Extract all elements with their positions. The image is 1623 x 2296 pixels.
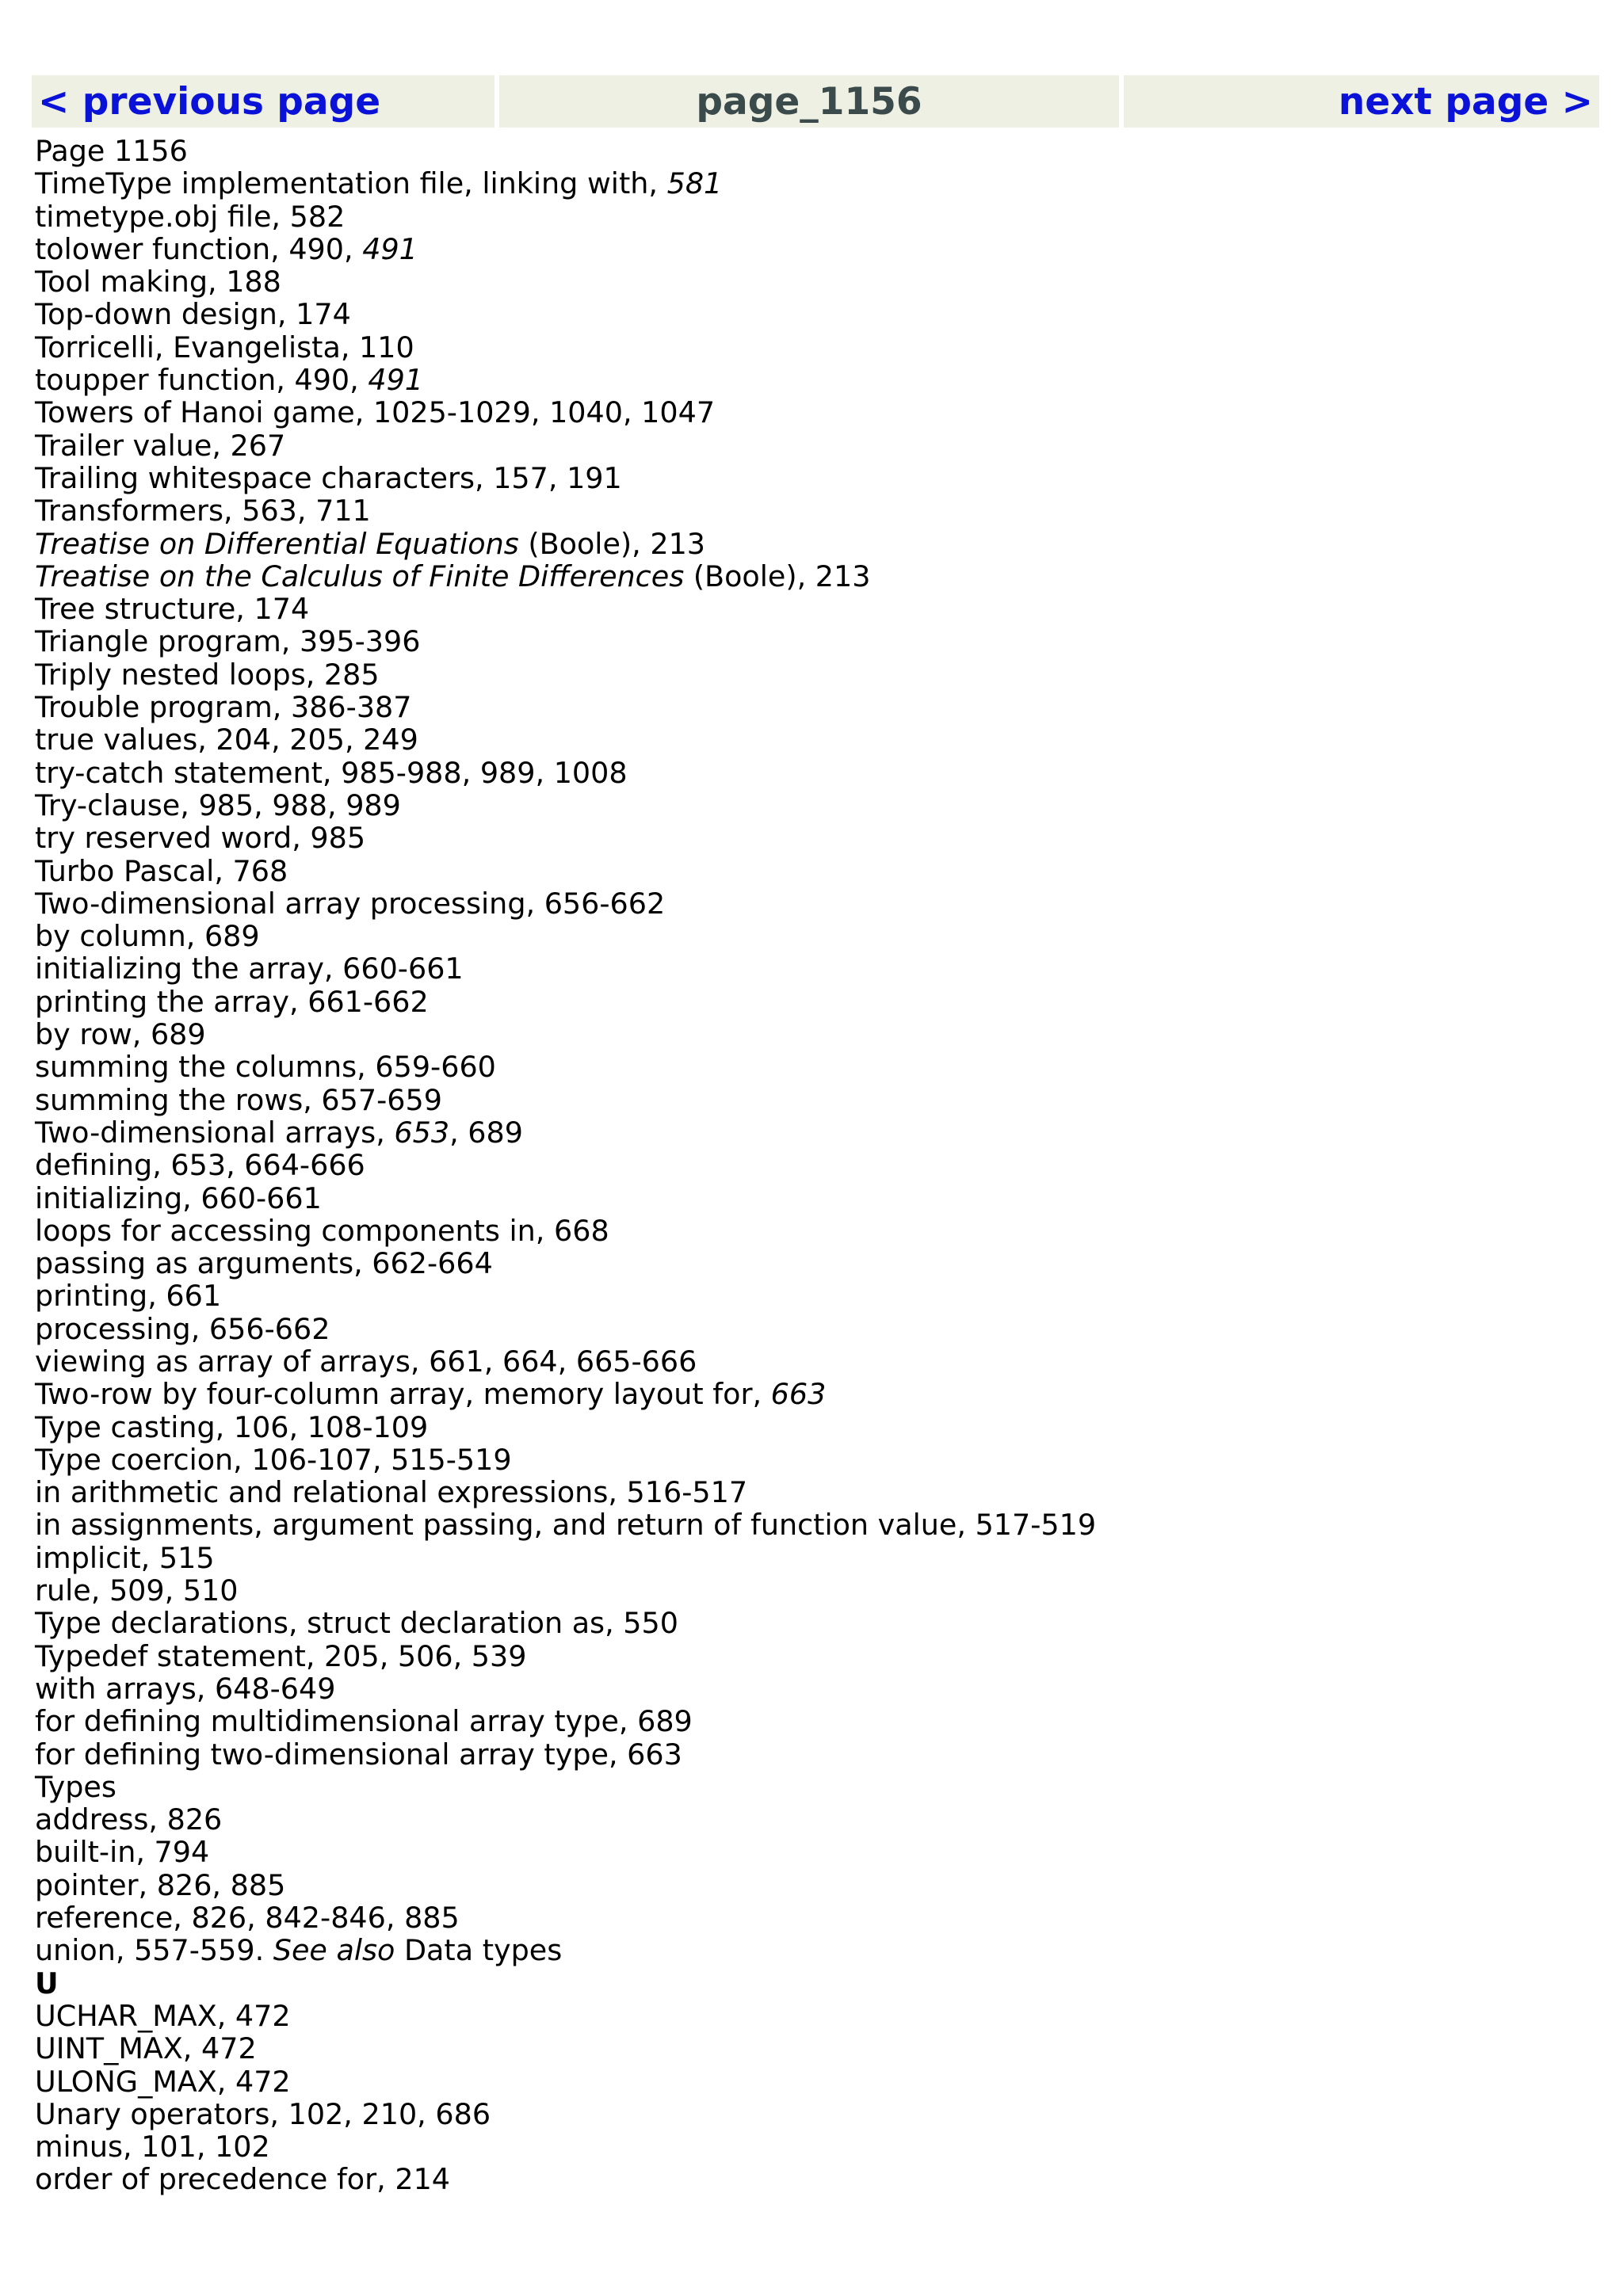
entry-pointer	[35, 1869, 1588, 1901]
entry-segment: Type declarations, struct declaration as, 550	[35, 1606, 678, 1641]
previous-page-link[interactable]: < previous page	[32, 75, 495, 128]
entry-segment: tolower function, 490,	[35, 231, 363, 266]
entry-segment: Towers of Hanoi game, 1025-1029, 1040, 1047	[35, 395, 716, 430]
entry-order-of-precedence	[35, 2163, 1588, 2195]
entry-treatise-calculus	[35, 560, 1588, 593]
entry-segment: order of precedence for, 214	[35, 2162, 451, 2197]
entry-tolower	[35, 233, 1588, 265]
entry-segment: 663	[770, 1377, 827, 1412]
section-heading-u	[35, 1967, 1588, 2000]
entry-segment: (Boole), 213	[518, 526, 706, 561]
entry-trouble-program	[35, 691, 1588, 723]
entry-segment: by column, 689	[35, 919, 260, 954]
entry-initializing-the-array	[35, 952, 1588, 985]
entry-try-reserved-word	[35, 822, 1588, 854]
entry-segment: toupper function, 490,	[35, 363, 369, 398]
entry-segment: reference, 826, 842-846, 885	[35, 1901, 460, 1936]
entry-segment: TimeType implementation file, linking with,	[35, 166, 667, 201]
entry-segment: with arrays, 648-649	[35, 1671, 336, 1706]
entry-segment: 653	[394, 1115, 450, 1150]
entry-segment: summing the columns, 659-660	[35, 1050, 496, 1085]
entry-segment: Type coercion, 106-107, 515-519	[35, 1442, 512, 1477]
entry-segment: implicit, 515	[35, 1540, 215, 1575]
entry-loops-for-accessing	[35, 1215, 1588, 1247]
entry-rule	[35, 1574, 1588, 1607]
entry-segment: 581	[666, 166, 723, 201]
entry-segment: summing the rows, 657-659	[35, 1082, 442, 1117]
entry-segment: printing the array, 661-662	[35, 984, 429, 1019]
entry-two-dim-array-processing	[35, 887, 1588, 920]
entry-segment: defining, 653, 664-666	[35, 1148, 365, 1183]
entry-in-arithmetic	[35, 1476, 1588, 1508]
entry-summing-the-rows	[35, 1084, 1588, 1116]
entry-segment: passing as arguments, 662-664	[35, 1246, 493, 1281]
entry-segment: Two-dimensional array processing, 656-662	[35, 886, 666, 921]
entry-trailing-whitespace	[35, 462, 1588, 494]
entry-segment: Data types	[395, 1933, 563, 1968]
entry-segment: See also	[273, 1933, 395, 1968]
entry-printing	[35, 1280, 1588, 1312]
entry-segment: Trouble program, 386-387	[35, 690, 412, 725]
entry-segment: try reserved word, 985	[35, 821, 366, 856]
entry-segment: rule, 509, 510	[35, 1573, 239, 1608]
index-content	[35, 135, 1588, 2196]
entry-segment: U	[35, 1966, 59, 2000]
entry-transformers	[35, 494, 1588, 527]
entry-type-declarations	[35, 1607, 1588, 1639]
entry-turbo-pascal	[35, 855, 1588, 887]
entry-triply-nested-loops	[35, 658, 1588, 691]
entry-towers-of-hanoi	[35, 396, 1588, 429]
entry-segment: true values, 204, 205, 249	[35, 723, 418, 757]
entry-segment: Trailer value, 267	[35, 428, 286, 463]
entry-viewing-as-array	[35, 1345, 1588, 1378]
entry-tool-making	[35, 265, 1588, 298]
entry-defining	[35, 1149, 1588, 1181]
entry-segment: Torricelli, Evangelista, 110	[35, 330, 414, 364]
entry-by-row	[35, 1018, 1588, 1051]
entry-treatise-differential	[35, 528, 1588, 560]
entry-segment: Top-down design, 174	[35, 297, 351, 332]
entry-segment: Trailing whitespace characters, 157, 191	[35, 460, 622, 495]
entry-by-column	[35, 920, 1588, 952]
entry-segment: Typedef statement, 205, 506, 539	[35, 1638, 527, 1673]
entry-passing-as-arguments	[35, 1247, 1588, 1280]
page-navigation-bar	[32, 75, 1599, 128]
entry-segment: Triangle program, 395-396	[35, 624, 421, 659]
entry-segment: Two-dimensional arrays,	[35, 1115, 395, 1150]
entry-uint-max	[35, 2032, 1588, 2065]
entry-segment: initializing the array, 660-661	[35, 952, 464, 986]
next-page-link[interactable]: next page >	[1124, 75, 1599, 128]
entry-segment: viewing as array of arrays, 661, 664, 665-666	[35, 1344, 697, 1379]
entry-segment: Turbo Pascal, 768	[35, 853, 288, 888]
entry-segment: built-in, 794	[35, 1835, 210, 1870]
entry-address	[35, 1803, 1588, 1836]
entry-try-catch	[35, 757, 1588, 789]
entry-segment: Types	[35, 1769, 116, 1804]
entry-segment: Type casting, 106, 108-109	[35, 1409, 429, 1444]
entry-segment: Two-row by four-column array, memory layout for,	[35, 1377, 771, 1412]
entry-implicit	[35, 1542, 1588, 1574]
entry-top-down-design	[35, 298, 1588, 330]
entry-true-values	[35, 723, 1588, 756]
entry-timetype-implementation	[35, 167, 1588, 200]
entry-printing-the-array	[35, 986, 1588, 1018]
entry-segment: processing, 656-662	[35, 1311, 330, 1346]
entry-segment: Tool making, 188	[35, 265, 281, 299]
entry-two-row-four-column	[35, 1378, 1588, 1410]
entry-segment: pointer, 826, 885	[35, 1867, 286, 1902]
entry-type-casting	[35, 1411, 1588, 1444]
entry-segment: 491	[368, 363, 424, 398]
entry-segment: Treatise on the Calculus of Finite Differences	[35, 559, 685, 593]
entry-unary-operators	[35, 2098, 1588, 2130]
entry-processing	[35, 1313, 1588, 1345]
entry-timetype-obj	[35, 200, 1588, 233]
entry-initializing	[35, 1182, 1588, 1215]
entry-segment: Tree structure, 174	[35, 592, 310, 627]
entry-type-coercion	[35, 1444, 1588, 1476]
entry-segment: Unary operators, 102, 210, 686	[35, 2096, 491, 2131]
entry-segment: UINT_MAX, 472	[35, 2031, 257, 2066]
entry-ulong-max	[35, 2065, 1588, 2098]
entry-with-arrays	[35, 1672, 1588, 1705]
entry-segment: , 689	[449, 1115, 523, 1150]
entry-defining-multidim	[35, 1705, 1588, 1737]
entry-summing-the-columns	[35, 1051, 1588, 1083]
entry-segment: printing, 661	[35, 1279, 222, 1314]
entry-defining-twodim	[35, 1738, 1588, 1771]
entry-segment: Try-clause, 985, 988, 989	[35, 788, 401, 822]
entry-two-dim-arrays	[35, 1116, 1588, 1149]
entry-segment: timetype.obj file, 582	[35, 199, 346, 234]
page-heading: Page 1156	[35, 134, 188, 168]
entry-segment: Transformers, 563, 711	[35, 494, 371, 528]
entry-segment: minus, 101, 102	[35, 2130, 270, 2164]
entry-segment: address, 826	[35, 1802, 223, 1837]
entry-segment: by row, 689	[35, 1017, 206, 1052]
entry-segment: for defining multidimensional array type, 689	[35, 1704, 693, 1739]
entry-trailer-value	[35, 429, 1588, 462]
entry-in-assignments	[35, 1508, 1588, 1541]
entry-union	[35, 1934, 1588, 1966]
entry-segment: ULONG_MAX, 472	[35, 2064, 291, 2099]
entry-segment: try-catch statement, 985-988, 989, 1008	[35, 755, 628, 790]
entry-types	[35, 1771, 1588, 1803]
entry-reference	[35, 1901, 1588, 1934]
entry-segment: initializing, 660-661	[35, 1180, 322, 1215]
entry-try-clause	[35, 789, 1588, 822]
entry-typedef-statement	[35, 1640, 1588, 1672]
entry-segment: loops for accessing components in, 668	[35, 1213, 609, 1248]
entry-toupper	[35, 364, 1588, 396]
entry-segment: in assignments, argument passing, and return of function value, 517-519	[35, 1508, 1097, 1543]
page-title: page_1156	[499, 75, 1119, 128]
entry-segment: Treatise on Differential Equations	[35, 526, 519, 561]
entry-built-in	[35, 1836, 1588, 1868]
entry-tree-structure	[35, 593, 1588, 625]
entry-segment: Triply nested loops, 285	[35, 657, 380, 692]
entry-segment: (Boole), 213	[684, 559, 871, 593]
entry-segment: for defining two-dimensional array type, 663	[35, 1737, 682, 1772]
entry-torricelli	[35, 331, 1588, 364]
entry-segment: in arithmetic and relational expressions, 516-517	[35, 1475, 748, 1510]
entry-segment: 491	[362, 231, 418, 266]
entry-minus	[35, 2130, 1588, 2163]
index-entries	[35, 167, 1588, 2195]
entry-triangle-program	[35, 625, 1588, 658]
entry-segment: union, 557-559.	[35, 1933, 273, 1968]
entry-segment: UCHAR_MAX, 472	[35, 1998, 291, 2033]
entry-uchar-max	[35, 2000, 1588, 2032]
